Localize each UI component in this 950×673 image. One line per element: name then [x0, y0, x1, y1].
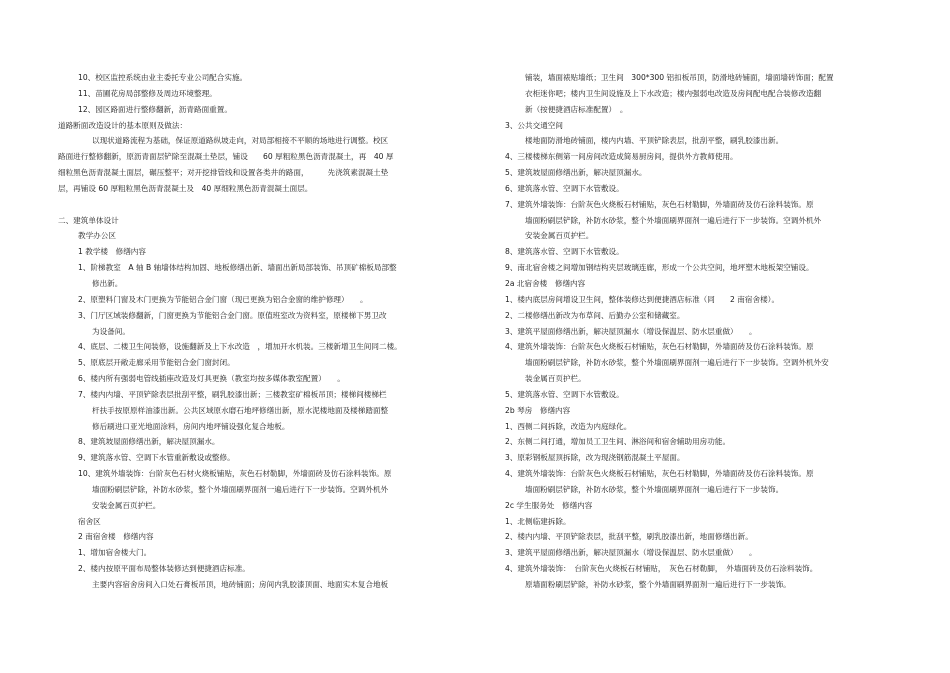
left-column-line: 层，再铺设 60 厚粗粒黑色沥青混凝土及 40 厚细粒黑色沥青混凝土面层。 — [58, 183, 313, 193]
left-column-line: 修出新。 — [92, 278, 123, 288]
right-column-line: 9、南北宿舍楼之间增加钢结构夹层玻璃连廊，形成一个公共空间，地坪塑木地板架空铺设。 — [505, 263, 814, 273]
right-column-line: 2c 学生服务处 修缮内容 — [505, 500, 593, 510]
left-column-line: 为设备间。 — [92, 326, 130, 336]
left-column-line: 宿舍区 — [78, 516, 101, 526]
left-column-line: 二、建筑单体设计 — [58, 215, 119, 225]
left-column-line: 2 南宿舍楼 修缮内容 — [78, 532, 154, 542]
left-column — [58, 70, 473, 593]
left-column-line: 安装金属百页护栏。 — [92, 500, 161, 510]
left-column-line: 4、底层、二楼卫生间装修，设施翻新及上下水改造 ，增加开水机装。三楼新增卫生间同二楼。 — [78, 342, 402, 352]
right-column-line: 安装金属百页护栏。 — [525, 231, 594, 241]
right-column-line: 铺装，墙面裱贴墙纸；卫生间 300*300 铝扣板吊顶，防滑地砖铺面，墙面墙砖饰面；配置 — [525, 73, 834, 82]
right-column — [505, 70, 895, 593]
left-column-line: 修后刷进口亚光地面涂料，房间内地坪铺设强化复合地板。 — [92, 421, 290, 431]
left-column-line: 杆扶手按原原样油漆出新。公共区域原水磨石地坪修缮出新，原水泥楼地面及楼梯踏面整 — [92, 405, 389, 415]
right-column-line: 2、东侧二间打通，增加员工卫生间、淋浴间和宿舍辅助用房功能。 — [505, 437, 731, 447]
right-column-line: 3、建筑平屋面修缮出新，解决屋顶漏水（增设保温层、防水层重做） 。 — [505, 548, 757, 558]
right-column-line: 1、西侧二间拆除，改造为内庭绿化。 — [505, 421, 632, 431]
right-column-line: 4、建筑外墙装饰：台阶灰色火烧板石材铺贴，灰色石材勒脚，外墙面砖及仿石涂料装饰。原 — [505, 469, 814, 479]
left-column-line: 5、原底层开敞走廊采用节能铝合金门窗封闭。 — [78, 358, 235, 368]
left-column-line: 2、楼内按原平面布局整体装修达到便捷酒店标准。 — [78, 564, 250, 574]
left-column-line: 1 教学楼 修缮内容 — [78, 247, 146, 257]
left-column-line: 墙面粉刷层铲除，补防水砂浆，整个外墙面刷界面剂一遍后进行下一步装饰。空调外机外 — [92, 484, 389, 494]
right-column-line: 3、建筑平屋面修缮出新，解决屋顶漏水（增设保温层、防水层重做） 。 — [505, 326, 757, 336]
left-column-line: 1、阶梯教室 A 轴 B 轴墙体结构加固、地板修缮出新、墙面出新局部装饰、吊顶矿棉板局部整 — [78, 263, 397, 273]
right-column-line: 8、建筑落水管、空调下水管敷设。 — [505, 247, 624, 257]
left-column-line: 12、园区路面进行整修翻新，沥青路面重置。 — [78, 104, 232, 114]
left-column-line: 11、苗圃花房局部整修及周边环境整理。 — [78, 88, 217, 98]
left-column-line: 6、楼内所有强弱电管线插座改造及灯具更换（教室均按多媒体教室配置） 。 — [78, 374, 345, 384]
left-column-line: 以现状道路流程为基础，保证原道路纵坡走向，对局部相接不平顺的场地进行调整。校区 — [92, 136, 389, 146]
left-column-line: 道路断面改造设计的基本原则及做法： — [58, 120, 188, 130]
right-column-line: 1、楼内底层房间增设卫生间，整体装修达到便捷酒店标准（同 2 南宿舍楼）。 — [505, 294, 780, 304]
right-column-line: 5、建筑落水管、空调下水管敷设。 — [505, 389, 624, 399]
right-column-line: 墙面粉刷层铲除，补防水砂浆，整个外墙面刷界面剂一遍后进行下一步装饰。空调外机外安 — [525, 358, 829, 368]
right-column-line: 4、建筑外墙装饰：台阶灰色火烧板石材铺贴，灰色石材勒脚，外墙面砖及仿石涂料装饰。原 — [505, 342, 814, 352]
left-column-line: 7、楼内内墙、平顶铲除表层批刮平整，刷乳胶漆出新；三楼教室矿棉板吊顶；楼梯间楼梯栏 — [78, 389, 387, 399]
left-column-line: 主要内容宿舍房间入口处石膏板吊顶，地砖铺面；房间内乳胶漆顶面、地面实木复合地板 — [92, 580, 389, 589]
right-column-line: 墙面粉刷层铲除，补防水砂浆，整个外墙面刷界面剂一遍后进行下一步装饰。 — [525, 484, 784, 494]
left-column-line — [58, 197, 473, 213]
left-column-line: 1、增加宿舍楼大门。 — [78, 548, 152, 558]
right-column-line: 2、二楼修缮出新改为布草间、后勤办公室和储藏室。 — [505, 310, 685, 320]
right-column-line: 墙面粉刷层铲除，补防水砂浆，整个外墙面刷界面剂一遍后进行下一步装饰。空调外机外 — [525, 215, 822, 225]
right-column-line: 6、建筑落水管、空调下水管敷设。 — [505, 183, 624, 193]
left-column-line: 2、原塑料门窗及木门更换为节能铝合金门窗（现已更换为铝合金窗的维护修理） 。 — [78, 294, 368, 304]
left-column-line: 8、建筑坡屋面修缮出新，解决屋顶漏水。 — [78, 437, 220, 447]
right-column-line: 2、楼内内墙、平顶铲除表层，批刮平整，刷乳胶漆出新，地面修缮出新。 — [505, 532, 753, 542]
right-column-line: 5、建筑坡屋面修缮出新，解决屋顶漏水。 — [505, 168, 647, 178]
right-column-line: 装金属百页护栏。 — [525, 374, 586, 384]
right-column-line: 楼地面防滑地砖铺面，楼内内墙、平顶铲除表层，批刮平整，刷乳胶漆出新。 — [525, 136, 784, 146]
right-column-line: 4、建筑外墙装饰： 台阶灰色火烧板石材铺贴， 灰色石材勒脚， 外墙面砖及仿石涂料装饰。 — [505, 564, 818, 574]
right-column-line: 7、建筑外墙装饰：台阶灰色火烧板石材铺贴，灰色石材勒脚，外墙面砖及仿石涂料装饰。原 — [505, 199, 814, 209]
right-column-line: 4、三楼楼梯东侧第一间房间改造成简易厨房间，提供外方教师使用。 — [505, 152, 738, 162]
left-column-line: 10、建筑外墙装饰：台阶灰色石材火烧板铺贴，灰色石材勒脚，外墙面砖及仿石涂料装饰。原 — [78, 469, 392, 479]
left-column-line: 路面进行整修翻新，原沥青面层铲除至混凝土垫层，铺设 60 厚粗粒黑色沥青混凝土，再 40 厚 — [58, 152, 394, 162]
right-column-line: 1、北侧临建拆除。 — [505, 516, 571, 526]
right-column-line: 新（按便捷酒店标准配置） 。 — [525, 104, 628, 114]
left-column-line: 教学办公区 — [78, 231, 116, 241]
right-column-line: 衣柜迷你吧；楼内卫生间设施及上下水改造；楼内强弱电改造及房间配电配合装修改造翻 — [525, 88, 822, 98]
left-column-line: 3、门厅区域装修翻新，门窗更换为节能铝合金门窗。原值班室改为资料室，原楼梯下男卫改 — [78, 310, 387, 320]
left-column-line: 9、建筑落水管、空调下水管重新敷设或整修。 — [78, 453, 235, 463]
left-column-line: 细粒黑色沥青混凝土面层，碾压整平；对开挖排管线和设置各类井的路面， 先浇筑素混凝土垫 — [58, 168, 389, 178]
left-column-line: 10、校区监控系统由业主委托专业公司配合实施。 — [78, 73, 248, 82]
right-column-line: 3、原彩钢板屋顶拆除，改为现浇钢筋混凝土平屋面。 — [505, 453, 685, 463]
right-column-line: 2b 琴房 修缮内容 — [505, 405, 571, 415]
right-column-line: 2a 北宿舍楼 修缮内容 — [505, 278, 586, 288]
right-column-line: 3、公共交通空间 — [505, 120, 563, 130]
right-column-line: 原墙面粉刷层铲除，补防水砂浆，整个外墙面刷界面剂一遍后进行下一步装饰。 — [525, 580, 791, 589]
